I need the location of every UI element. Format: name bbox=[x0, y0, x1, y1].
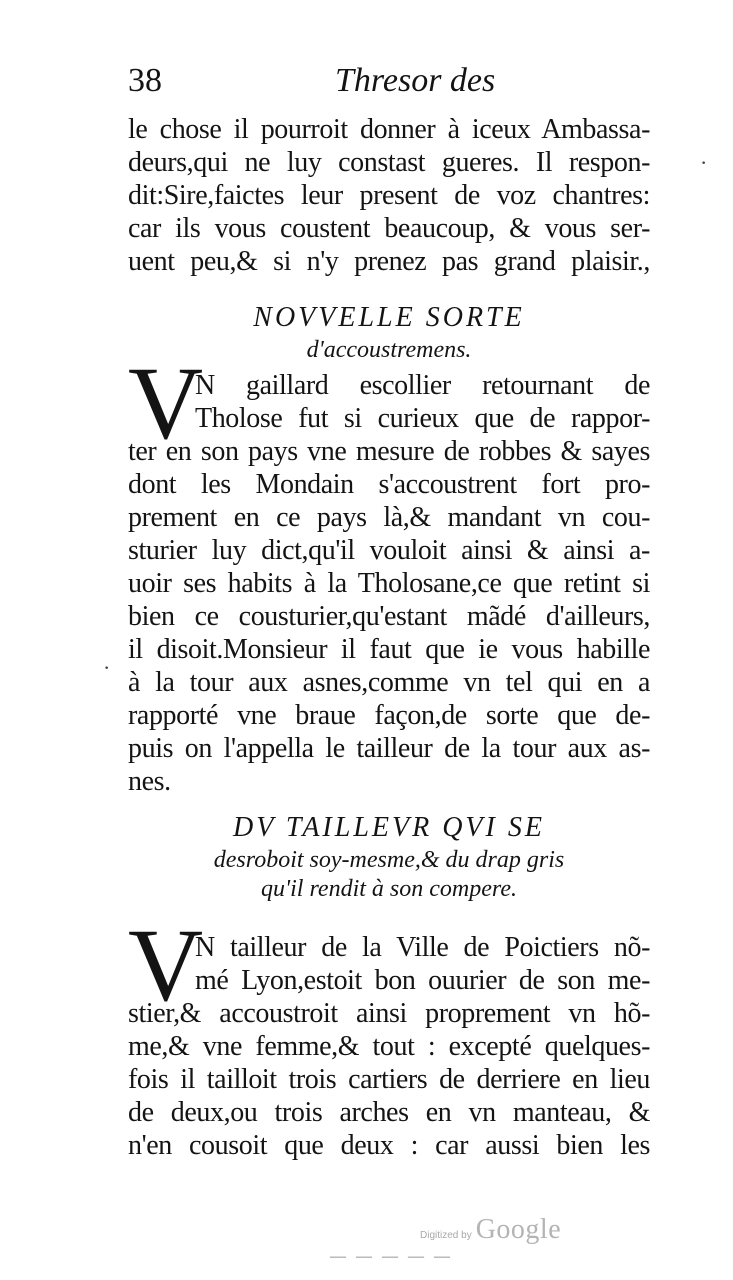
text-line: uent peu,& si n'y prenez pas grand plaisir., bbox=[128, 246, 650, 277]
watermark-prefix: Digitized by bbox=[420, 1230, 472, 1241]
text-line: deurs,qui ne luy constast gueres. Il respon- bbox=[128, 147, 650, 178]
running-title: Thresor des bbox=[335, 62, 496, 99]
text-line: car ils vous coustent beaucoup, & vous ser- bbox=[128, 213, 650, 244]
text-line: N tailleur de la Ville de Poictiers nõ- bbox=[195, 932, 650, 963]
text-line: N gaillard escollier retournant de bbox=[195, 370, 650, 401]
google-watermark bbox=[420, 1214, 561, 1246]
text-line: Tholose fut si curieux que de rappor- bbox=[195, 403, 650, 434]
section-title: DV TAILLEVR QVI SE bbox=[233, 812, 545, 843]
text-line: nes. bbox=[128, 766, 171, 797]
section-subtitle: qu'il rendit à son compere. bbox=[261, 876, 517, 902]
text-line: ter en son pays vne mesure de robbes & sayes bbox=[128, 436, 650, 467]
text-line: sturier luy dict,qu'il vouloit ainsi & ainsi a- bbox=[128, 535, 650, 566]
drop-cap: V bbox=[128, 908, 204, 1023]
watermark-brand: Google bbox=[475, 1214, 562, 1245]
section-subtitle: desroboit soy-mesme,& du drap gris bbox=[213, 847, 565, 873]
section-subtitle: d'accoustremens. bbox=[306, 337, 472, 363]
margin-mark: · bbox=[700, 150, 708, 175]
margin-mark: · bbox=[103, 655, 111, 680]
text-line: n'en cousoit que deux : car aussi bien les bbox=[128, 1130, 650, 1161]
text-line: à la tour aux asnes,comme vn tel qui en a bbox=[128, 667, 650, 698]
text-line: mé Lyon,estoit bon ouurier de son me- bbox=[195, 965, 650, 996]
text-line: il disoit.Monsieur il faut que ie vous habille bbox=[128, 634, 650, 665]
text-line: dit:Sire,faictes leur present de voz chantres: bbox=[128, 180, 650, 211]
section-title: NOVVELLE SORTE bbox=[253, 302, 525, 333]
text-line: le chose il pourroit donner à iceux Ambassa- bbox=[128, 114, 650, 145]
text-line: bien ce cousturier,qu'estant mãdé d'ailleurs, bbox=[128, 601, 650, 632]
text-line: uoir ses habits à la Tholosane,ce que retint si bbox=[128, 568, 650, 599]
text-line: rapporté vne braue façon,de sorte que de- bbox=[128, 700, 650, 731]
text-line: fois il tailloit trois cartiers de derriere en lieu bbox=[128, 1064, 650, 1095]
footer-dashes: — — — — — bbox=[330, 1248, 453, 1265]
text-line: puis on l'appella le tailleur de la tour aux as- bbox=[128, 733, 650, 764]
text-line: stier,& accoustroit ainsi proprement vn hõ- bbox=[128, 998, 650, 1029]
text-line: dont les Mondain s'accoustrent fort pro- bbox=[128, 469, 650, 500]
text-line: me,& vne femme,& tout : excepté quelques- bbox=[128, 1031, 650, 1062]
text-line: de deux,ou trois arches en vn manteau, & bbox=[128, 1097, 650, 1128]
page-number: 38 bbox=[128, 62, 162, 99]
drop-cap: V bbox=[128, 346, 204, 461]
text-line: prement en ce pays là,& mandant vn cou- bbox=[128, 502, 650, 533]
